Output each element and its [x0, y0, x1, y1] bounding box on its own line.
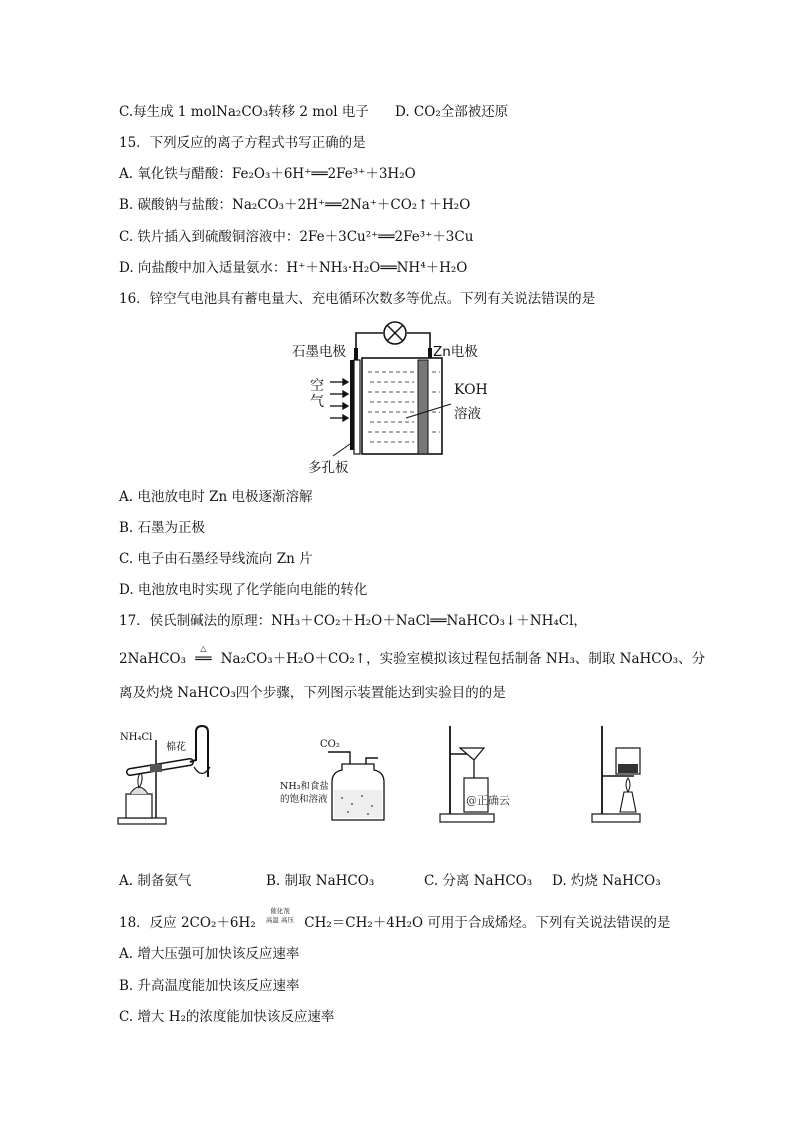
- q14-option-d: D. CO₂全部被还原: [395, 104, 509, 120]
- koh-label: KOH: [454, 382, 488, 398]
- q14-option-c: C.每生成 1 molNa₂CO₃转移 2 mol 电子: [119, 104, 369, 120]
- graphite-electrode-label: 石墨电极: [292, 344, 346, 360]
- q16-option-c: C. 电子由石墨经导线流向 Zn 片: [119, 551, 313, 567]
- q17-option-a: A. 制备氨气: [119, 873, 192, 889]
- apparatus-c-figure: [438, 722, 518, 827]
- q18-option-c: C. 增大 H₂的浓度能加快该反应速率: [119, 1009, 335, 1025]
- q17-option-c: C. 分离 NaHCO₃: [424, 873, 533, 889]
- nh3-salt-label-1: NH₃和食盐: [280, 781, 329, 792]
- catalyst-condition: 催化剂: [270, 907, 290, 915]
- q18-equation-left: 18．反应 2CO₂＋6H₂: [119, 915, 256, 931]
- q17-equation-left: 2NaHCO₃: [119, 651, 187, 667]
- q17-stem-line-1: 17．侯氏制碱法的原理：NH₃＋CO₂＋H₂O＋NaCl══NaHCO₃↓＋NH₄Cl，: [119, 613, 587, 629]
- q18-equation-right: CH₂＝CH₂＋4H₂O 可用于合成烯烃。下列有关说法错误的是: [304, 915, 671, 931]
- q16-stem: 16．锌空气电池具有蓄电量大、充电循环次数多等优点。下列有关说法错误的是: [119, 291, 596, 307]
- q18-option-a: A. 增大压强可加快该反应速率: [119, 946, 300, 962]
- q17-option-d: D. 灼烧 NaHCO₃: [552, 873, 661, 889]
- nh4cl-label: NH₄Cl: [120, 732, 153, 743]
- q15-option-b: B. 碳酸钠与盐酸：Na₂CO₃＋2H⁺══2Na⁺＋CO₂↑＋H₂O: [119, 197, 471, 213]
- apparatus-a-figure: [116, 722, 226, 827]
- nh3-salt-label-2: 的饱和溶液: [280, 794, 328, 805]
- temperature-pressure-condition: 高温 高压: [265, 916, 294, 924]
- heat-condition: △: [200, 644, 207, 653]
- apparatus-b-figure: [278, 736, 398, 826]
- air-label: 空气: [310, 378, 324, 410]
- q16-option-d: D. 电池放电时实现了化学能向电能的转化: [119, 582, 368, 598]
- zn-electrode-label: Zn电极: [433, 344, 478, 360]
- porous-plate-label: 多孔板: [308, 460, 349, 476]
- q17-option-b: B. 制取 NaHCO₃: [266, 873, 375, 889]
- q18-option-b: B. 升高温度能加快该反应速率: [119, 978, 300, 994]
- co2-label: CO₂: [320, 739, 340, 750]
- cotton-label: 棉花: [166, 742, 186, 753]
- solution-label: 溶液: [454, 406, 481, 422]
- q17-stem-line-3: 离及灼烧 NaHCO₃四个步骤，下列图示装置能达到实验目的的是: [119, 685, 506, 701]
- q17-stem-line-2: 2NaHCO₃ △ ══ Na₂CO₃＋H₂O＋CO₂↑，实验室模拟该过程包括制备 NH₃、制取 NaHCO₃、分: [119, 650, 705, 668]
- q15-option-d: D. 向盐酸中加入适量氨水：H⁺＋NH₃·H₂O══NH⁴＋H₂O: [119, 260, 468, 276]
- q15-option-c: C. 铁片插入到硫酸铜溶液中：2Fe＋3Cu²⁺══2Fe³⁺＋3Cu: [119, 229, 474, 245]
- q17-equation-right: Na₂CO₃＋H₂O＋CO₂↑，实验室模拟该过程包括制备 NH₃、制取 NaHCO₃、分: [220, 651, 706, 667]
- watermark: @正确云: [466, 794, 510, 807]
- q15-stem: 15．下列反应的离子方程式书写正确的是: [119, 135, 366, 151]
- q15-option-a: A. 氧化铁与醋酸：Fe₂O₃＋6H⁺══2Fe³⁺＋3H₂O: [119, 166, 416, 182]
- zinc-air-battery-figure: [288, 320, 498, 475]
- lamp-icon: [384, 322, 406, 344]
- q16-option-b: B. 石墨为正极: [119, 520, 206, 536]
- apparatus-d-figure: [590, 722, 650, 827]
- air-arrows: [330, 379, 348, 421]
- q18-stem: [119, 907, 671, 932]
- q16-option-a: A. 电池放电时 Zn 电极逐渐溶解: [119, 489, 313, 505]
